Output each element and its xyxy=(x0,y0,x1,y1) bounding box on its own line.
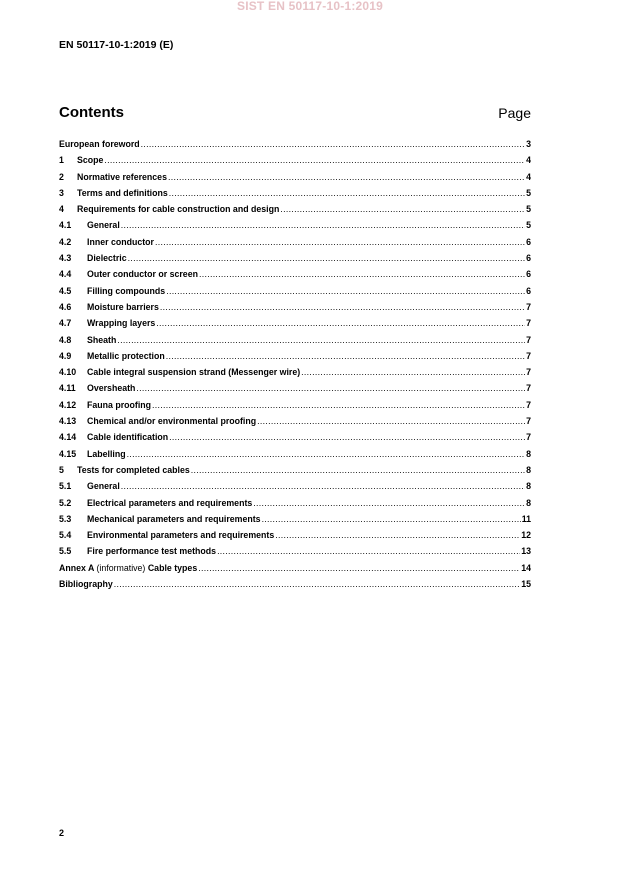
toc-entry[interactable] xyxy=(59,498,531,514)
toc-entry-number: 4.14 xyxy=(59,432,77,443)
toc-dot-leader xyxy=(117,335,525,345)
toc-entry-title xyxy=(59,139,140,149)
toc-entry-title xyxy=(87,318,155,328)
toc-entry-title xyxy=(77,172,167,182)
toc-entry-title-text: Wrapping layers xyxy=(87,318,156,329)
toc-entry[interactable] xyxy=(59,335,531,351)
toc-entry-page: 6 xyxy=(526,285,531,296)
toc-entry-title-text: Annex A xyxy=(59,562,95,573)
toc-entry-page: 4 xyxy=(526,155,531,166)
toc-entry-title xyxy=(77,204,279,214)
toc-entry[interactable] xyxy=(59,481,531,497)
toc-entry-title xyxy=(87,286,165,296)
toc-dot-leader xyxy=(128,253,525,263)
toc-entry-title-text: Fauna proofing xyxy=(87,399,152,410)
toc-entry-title-text: Scope xyxy=(77,155,104,166)
toc-entry[interactable] xyxy=(59,449,531,465)
toc-entry-title-text: Environmental parameters and requirements xyxy=(87,530,275,541)
toc-entry-title-text: Fire performance test methods xyxy=(87,546,217,557)
toc-entry-title xyxy=(59,579,113,589)
toc-dot-leader xyxy=(198,563,520,573)
toc-entry-title xyxy=(87,383,135,393)
page-column-label: Page xyxy=(498,105,531,121)
toc-dot-leader xyxy=(168,172,525,182)
toc-entry-title xyxy=(77,155,103,165)
toc-entry[interactable] xyxy=(59,302,531,318)
toc-entry[interactable] xyxy=(59,155,531,171)
toc-entry-page: 15 xyxy=(521,579,531,590)
toc-entry-number: 4.15 xyxy=(59,448,77,459)
toc-entry-title xyxy=(87,481,120,491)
toc-entry[interactable] xyxy=(59,400,531,416)
toc-entry-number: 4.8 xyxy=(59,334,72,345)
toc-dot-leader xyxy=(160,302,525,312)
toc-entry-title xyxy=(87,416,256,426)
toc-entry-title xyxy=(59,563,197,573)
toc-entry-title-text: European foreword xyxy=(59,139,140,149)
toc-entry-title xyxy=(87,302,159,312)
toc-entry[interactable] xyxy=(59,546,531,562)
toc-entry-page: 8 xyxy=(526,464,531,475)
toc-entry-title-text: Chemical and/or environmental proofing xyxy=(87,416,257,427)
toc-dot-leader xyxy=(121,220,525,230)
toc-dot-leader xyxy=(169,188,525,198)
toc-entry[interactable] xyxy=(59,269,531,285)
toc-entry-title-text: Tests for completed cables xyxy=(77,464,190,475)
toc-entry-page: 3 xyxy=(526,139,531,149)
toc-entry-title xyxy=(87,269,198,279)
toc-entry-number: 4.7 xyxy=(59,318,72,329)
toc-entry-number: 4.13 xyxy=(59,416,77,427)
toc-entry-title-text: Moisture barriers xyxy=(87,301,159,312)
toc-entry-title xyxy=(87,335,116,345)
toc-entry-number: 4.1 xyxy=(59,220,72,231)
toc-entry-title-text: Normative references xyxy=(77,171,167,182)
toc-entry-title-text: Cable integral suspension strand (Messenger wire) xyxy=(87,367,301,378)
toc-entry-page: 8 xyxy=(526,448,531,459)
toc-entry-number: 4.5 xyxy=(59,285,72,296)
toc-dot-leader xyxy=(166,286,525,296)
toc-entry-title xyxy=(87,400,151,410)
toc-entry-page: 7 xyxy=(526,367,531,378)
toc-entry-page: 14 xyxy=(521,562,531,573)
toc-entry-number: 4.4 xyxy=(59,269,72,280)
toc-entry-title-text: Filling compounds xyxy=(87,285,166,296)
toc-entry-title-text: Electrical parameters and requirements xyxy=(87,497,253,508)
toc-entry-page: 7 xyxy=(526,399,531,410)
toc-entry-page: 12 xyxy=(521,530,531,541)
toc-entry[interactable] xyxy=(59,286,531,302)
toc-entry-title xyxy=(87,351,165,361)
toc-dot-leader xyxy=(152,400,525,410)
toc-entry-page: 8 xyxy=(526,497,531,508)
toc-dot-leader xyxy=(141,139,525,149)
toc-dot-leader xyxy=(191,465,525,475)
table-of-contents xyxy=(59,139,531,595)
toc-entry-number: 5.1 xyxy=(59,481,72,492)
toc-entry-title-text: Cable identification xyxy=(87,432,169,443)
toc-dot-leader xyxy=(262,514,521,524)
page-number: 2 xyxy=(59,828,65,838)
toc-entry-number: 5.4 xyxy=(59,530,72,541)
toc-entry-number: 4.10 xyxy=(59,367,77,378)
toc-entry[interactable] xyxy=(59,416,531,432)
toc-dot-leader xyxy=(217,546,520,556)
toc-dot-leader xyxy=(253,498,525,508)
toc-dot-leader xyxy=(280,204,525,214)
toc-entry-page: 7 xyxy=(526,301,531,312)
toc-entry-title-text: Oversheath xyxy=(87,383,136,394)
toc-dot-leader xyxy=(104,155,525,165)
toc-entry-page: 6 xyxy=(526,253,531,264)
toc-entry-title-text: Sheath xyxy=(87,334,117,345)
toc-entry-number: 4 xyxy=(59,204,64,215)
toc-entry-page: 7 xyxy=(526,350,531,361)
toc-entry-title-text: Terms and definitions xyxy=(77,187,168,198)
toc-entry-number: 4.6 xyxy=(59,301,72,312)
toc-entry-number: 4.2 xyxy=(59,236,72,247)
toc-entry-page: 5 xyxy=(526,220,531,231)
toc-entry[interactable] xyxy=(59,579,531,595)
toc-entry-number: 5 xyxy=(59,464,64,475)
toc-entry-title xyxy=(87,237,154,247)
toc-entry-title xyxy=(87,432,168,442)
toc-entry-title xyxy=(77,465,190,475)
toc-entry[interactable] xyxy=(59,465,531,481)
toc-entry-title xyxy=(87,530,274,540)
toc-entry[interactable] xyxy=(59,172,531,188)
toc-dot-leader xyxy=(199,269,525,279)
toc-dot-leader xyxy=(127,449,525,459)
toc-dot-leader xyxy=(169,432,525,442)
toc-entry-title xyxy=(87,514,261,524)
toc-entry[interactable] xyxy=(59,253,531,269)
toc-entry-page: 7 xyxy=(526,416,531,427)
toc-entry-number: 5.3 xyxy=(59,513,72,524)
toc-dot-leader xyxy=(114,579,520,589)
toc-dot-leader xyxy=(257,416,525,426)
toc-entry-number: 1 xyxy=(59,155,64,166)
toc-entry-title xyxy=(87,546,216,556)
contents-heading: Contents xyxy=(59,104,124,121)
toc-entry-page: 5 xyxy=(526,187,531,198)
toc-entry-title-note: (informative) xyxy=(96,562,146,573)
toc-entry[interactable] xyxy=(59,188,531,204)
watermark: SIST EN 50117-10-1:2019 xyxy=(236,0,384,13)
toc-entry[interactable] xyxy=(59,563,531,579)
toc-entry[interactable] xyxy=(59,204,531,220)
toc-dot-leader xyxy=(155,237,525,247)
toc-entry-number: 5.5 xyxy=(59,546,72,557)
toc-entry[interactable] xyxy=(59,367,531,383)
toc-entry-page: 6 xyxy=(526,269,531,280)
toc-entry-page: 6 xyxy=(526,236,531,247)
toc-entry-page: 5 xyxy=(526,204,531,215)
toc-entry-title-text: Outer conductor or screen xyxy=(87,269,198,280)
toc-entry-number: 4.9 xyxy=(59,350,72,361)
toc-entry-number: 3 xyxy=(59,187,64,198)
toc-entry-page: 4 xyxy=(526,171,531,182)
toc-entry-page: 8 xyxy=(526,481,531,492)
toc-entry-page: 7 xyxy=(526,383,531,394)
toc-entry-page: 13 xyxy=(521,546,531,557)
toc-entry-title xyxy=(87,449,126,459)
toc-entry-title-rest: Cable types xyxy=(147,562,198,573)
toc-entry[interactable] xyxy=(59,237,531,253)
toc-entry[interactable] xyxy=(59,514,531,530)
toc-dot-leader xyxy=(301,367,525,377)
toc-entry-title-text: General xyxy=(87,481,120,492)
toc-dot-leader xyxy=(121,481,525,491)
toc-entry-title-text: Inner conductor xyxy=(87,236,154,247)
toc-entry[interactable] xyxy=(59,351,531,367)
toc-entry-title xyxy=(87,220,120,230)
toc-entry-number: 4.12 xyxy=(59,399,77,410)
toc-entry-title xyxy=(87,367,300,377)
toc-entry-page: 11 xyxy=(521,513,531,524)
toc-dot-leader xyxy=(166,351,525,361)
toc-entry-page: 7 xyxy=(526,432,531,443)
toc-entry-title xyxy=(87,253,127,263)
toc-entry[interactable] xyxy=(59,139,531,155)
toc-entry-page: 7 xyxy=(526,334,531,345)
toc-entry[interactable] xyxy=(59,318,531,334)
toc-dot-leader xyxy=(136,383,525,393)
toc-dot-leader xyxy=(275,530,520,540)
toc-entry-number: 2 xyxy=(59,171,64,182)
toc-entry-title-text: Mechanical parameters and requirements xyxy=(87,513,261,524)
toc-entry[interactable] xyxy=(59,383,531,399)
toc-dot-leader xyxy=(156,318,525,328)
document-id: EN 50117-10-1:2019 (E) xyxy=(59,39,174,51)
toc-entry-title-text: Metallic protection xyxy=(87,350,165,361)
toc-entry-title-text: General xyxy=(87,220,120,231)
toc-entry-number: 5.2 xyxy=(59,497,72,508)
toc-entry-number: 4.11 xyxy=(59,383,76,394)
toc-entry-title xyxy=(77,188,168,198)
toc-entry[interactable] xyxy=(59,530,531,546)
toc-entry[interactable] xyxy=(59,432,531,448)
toc-entry-title-text: Dielectric xyxy=(87,253,127,264)
toc-entry-title-text: Labelling xyxy=(87,448,126,459)
toc-entry-title-text: Requirements for cable construction and design xyxy=(77,204,280,215)
toc-entry-page: 7 xyxy=(526,318,531,329)
toc-entry-title-text: Bibliography xyxy=(59,579,113,590)
toc-entry-title xyxy=(87,498,252,508)
toc-entry-number: 4.3 xyxy=(59,253,72,264)
toc-entry[interactable] xyxy=(59,220,531,236)
